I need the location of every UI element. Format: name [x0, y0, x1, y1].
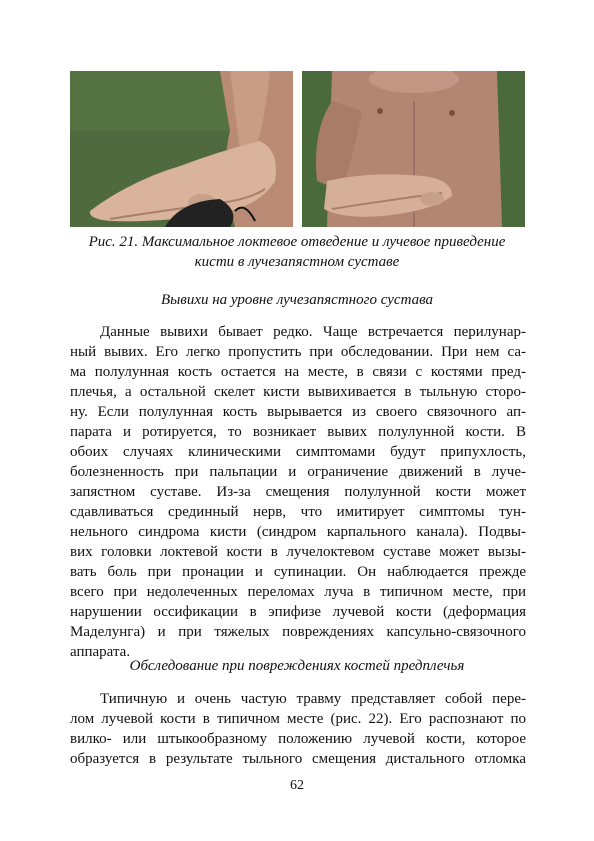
- text-line: болезненность при пальпации и ограничение движений в луче-: [70, 464, 526, 480]
- text-line: нарушении оссификации в эпифизе лучевой кости (деформация: [70, 604, 526, 620]
- text-line: вать боль при пронации и супинации. Он наблюдается прежде: [70, 564, 526, 580]
- caption-line-1: Рис. 21. Максимальное локтевое отведение и лучевое приведение: [88, 234, 506, 250]
- text-line: ну. Если полулунная кость вырывается из своего связочного ап-: [70, 404, 526, 420]
- text-line: обоих случаях клиническими симптомами будут припухлость,: [70, 444, 526, 460]
- text-line: нельного синдрома кисти (синдром карпального канала). Подвы-: [70, 524, 526, 540]
- text-line: запястном суставе. Из-за смещения полулунной кости может: [70, 484, 526, 500]
- caption-line-2: кисти в лучезапястном суставе: [194, 254, 400, 270]
- text-line: Типичную и очень частую травму представляет собой пере-: [100, 691, 526, 707]
- text-line: ный вывих. Его легко пропустить при обследовании. При нем са-: [70, 344, 526, 360]
- text-line: образуется в результате тыльного смещения дистального отломка: [70, 751, 526, 767]
- photo-torso-hand: [302, 71, 525, 227]
- text-line: ма полулунная кость остается на месте, в связи с костями пред-: [70, 364, 526, 380]
- text-line: плечья, а остальной скелет кисти вывихивается в тыльную сторо-: [70, 384, 526, 400]
- photo-hand-closeup: [70, 71, 293, 227]
- text-line: всего при недолеченных переломах луча в типичном месте, при: [70, 584, 526, 600]
- text-line: вилко- или штыкообразному положению лучевой кости, которое: [70, 731, 526, 747]
- text-line: вих головки локтевой кости в лучелоктевом суставе может вызы-: [70, 544, 526, 560]
- paragraph-dislocations: [70, 322, 526, 662]
- section-heading-dislocations: Вывихи на уровне лучезапястного сустава: [160, 292, 434, 308]
- text-line: парата и ротируется, то возникает вывих полулунной кости. В: [70, 424, 526, 440]
- page-number: 62: [290, 778, 304, 793]
- paragraph-forearm-exam: [70, 689, 526, 769]
- text-line: Данные вывихи бывает редко. Чаще встречается перилунар-: [100, 324, 526, 340]
- text-line: сдавливаться срединный нерв, что имитирует симптомы тун-: [70, 504, 526, 520]
- text-line: аппарата.: [70, 644, 131, 660]
- text-line: Маделунга) и при тяжелых повреждениях капсульно-связочного: [70, 624, 526, 640]
- section-heading-forearm-exam: Обследование при повреждениях костей предплечья: [129, 658, 465, 674]
- text-line: лом лучевой кости в типичном месте (рис. 22). Его распознают по: [70, 711, 526, 727]
- figure-caption: [60, 232, 534, 272]
